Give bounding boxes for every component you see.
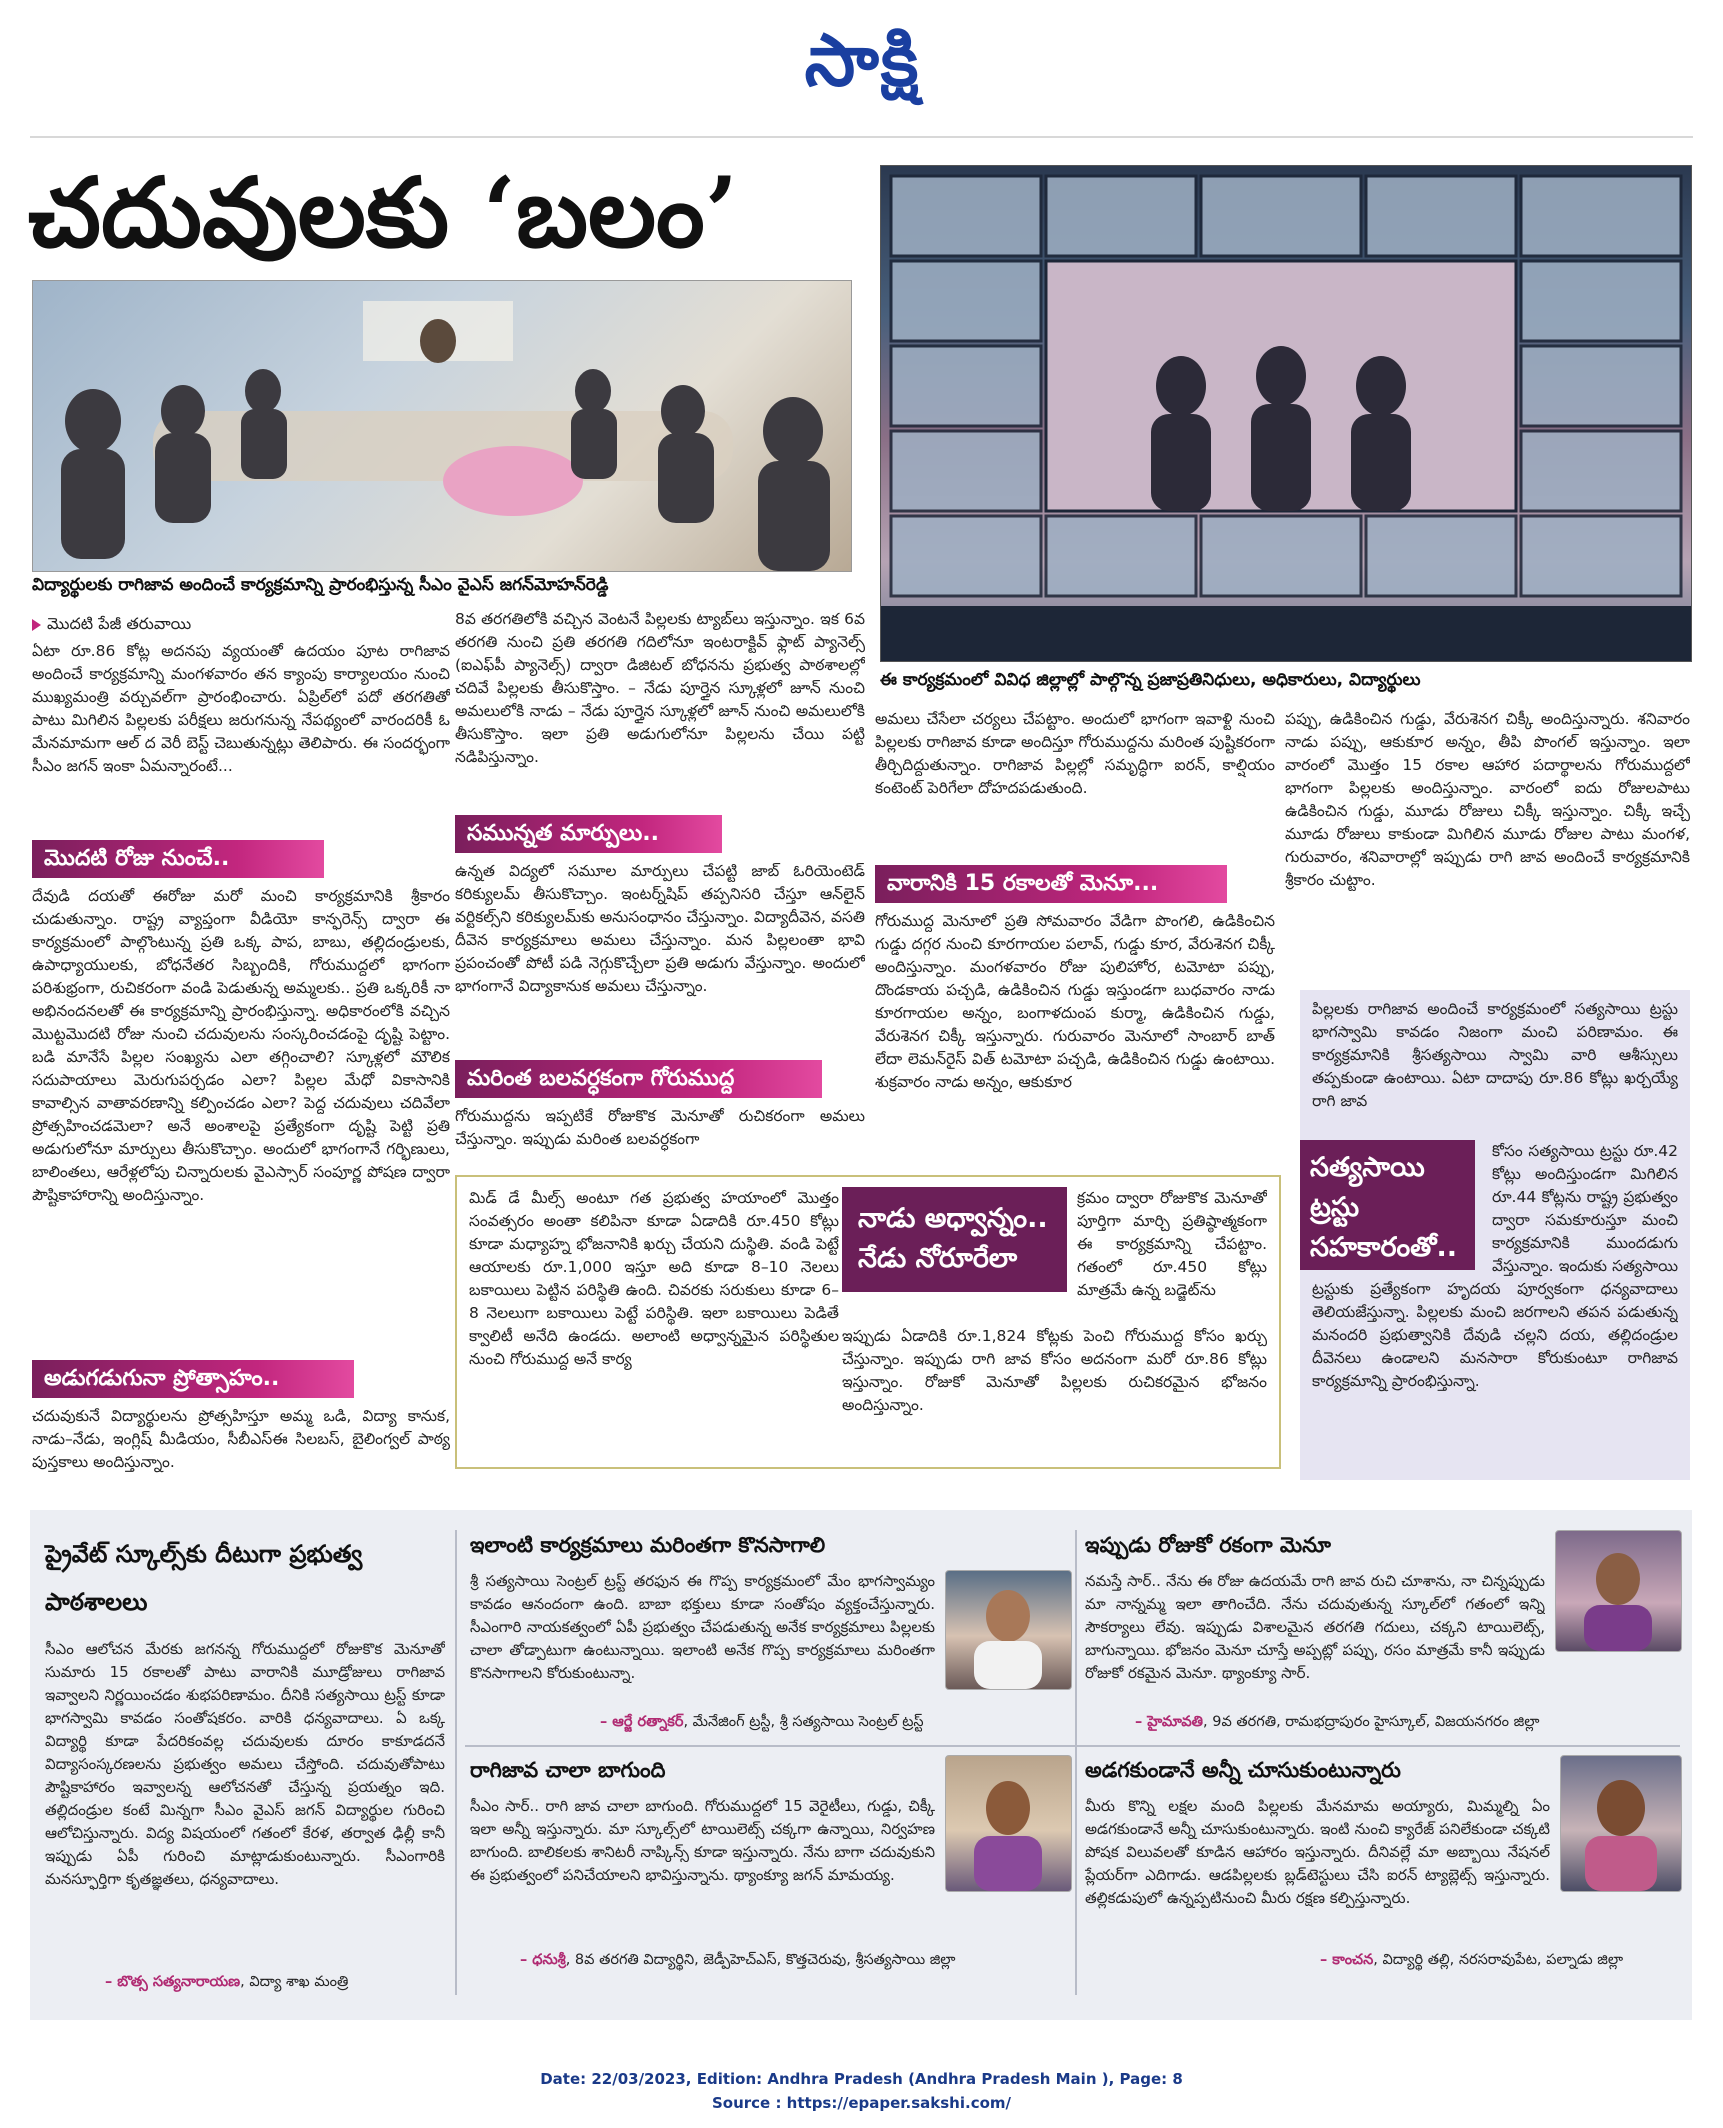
col3-para1: అమలు చేసేలా చర్యలు చేపట్టాం. అందులో భాగంగా ఇవాళ్టి నుంచి పిల్లలకు రాగిజావ కూడా అందిస్తూ గోరుముద్దను మరింత పుష్టికరంగా తీర్చిదిద్దుతున్నాం. రాగిజావ పిల్లల్లో సమృద్ధిగా ఐరన్, కాల్షియం కంటెంట్ పెరిగేలా దోహదపడుతుంది. <box>875 710 1275 797</box>
reaction-2-attribution <box>600 1712 1070 1734</box>
reaction-5-attribution <box>1320 1950 1685 1972</box>
reaction-3-role: , 9వ తరగతి, రామభద్రాపురం హైస్కూల్, విజయనగరం జిల్లా <box>1203 1714 1540 1730</box>
subhead-reforms: సమున్నత మార్పులు.. <box>455 815 722 853</box>
subhead-nutrition: మరింత బలవర్ధకంగా గోరుముద్ద <box>455 1060 822 1098</box>
reaction-1-text: సీఎం ఆలోచన మేరకు జగనన్న గోరుముద్దలో రోజుకొక మెనూతో సుమారు 15 రకాలతో పాటు వారానికి మూడ్రోజులు రాగిజావ ఇవ్వాలని నిర్ణయించడం శుభపరిణామం. దీనికి సత్యసాయి ట్రస్ట్ కూడా భాగస్వామి కావడం సంతోషకరం. వారికి ధన్యవాదాలు. ఏ ఒక్క విద్యార్థి కూడా పేదరికంవల్ల చదువులకు దూరం కాకూడదనే విద్యాసంస్కరణలను ప్రభుత్వం అమలు చేస్తోంది. చదువుతోపాటు పౌష్టికాహారం ఇవ్వాలన్న ఆలోచనతో చేస్తున్న ప్రయత్నం ఇది. తల్లిదండ్రుల కంటే మిన్నగా సీఎం వైఎస్ జగన్ విద్యార్థుల గురించి ఆలోచిస్తున్నారు. విద్య విషయంలో గతంలో కేరళ, తర్వాత ఢిల్లీ కానీ ఇప్పుడు ఏపీ గురించి మాట్లాడుకుంటున్నారు. సీఎంగారికి మనస్ఫూర్తిగా కృతజ్ఞతలు, ధన్యవాదాలు. <box>45 1640 445 1888</box>
subhead-encouragement: అడుగడుగునా ప్రోత్సాహం.. <box>32 1360 354 1398</box>
reaction-5-title: అడగకుండానే అన్నీ చూసుకుంటున్నారు <box>1085 1758 1401 1782</box>
reaction-5-name: – కాంచన <box>1320 1952 1374 1968</box>
then-now-callout: నాడు అధ్వాన్నం.. నేడు నోరూరేలా <box>842 1187 1067 1292</box>
then-now-box <box>455 1175 1281 1469</box>
col2-para1: 8వ తరగతిలోకి వచ్చిన వెంటనే పిల్లలకు ట్యాబ్‌లు ఇస్తున్నాం. ఇక 6వ తరగతి నుంచి ప్రతి తరగతి గదిలోనూ ఇంటరాక్టివ్ ఫ్లాట్ ప్యానెల్స్ (ఐఎఫ్‌పీ ప్యానెల్స్) ద్వారా డిజిటల్ బోధనను ప్రభుత్వ పాఠశాలల్లో చదివే పిల్లలకు తీసుకొస్తాం. – నేడు పూర్తైన స్కూళ్లలో జూన్ నుంచి అమలులోకి నాడు – నేడు పూర్తైన స్కూళ్లలో జూన్ నుంచి అమలులోకి తీసుకొస్తాం. ఇలా ప్రతి అడుగులోనూ పిల్లలను చేయి పట్టి నడిపిస్తున్నాం. <box>455 610 865 766</box>
reaction-4-name: – ధనుశ్రీ <box>520 1952 566 1968</box>
col1-para3: చదువుకునే విద్యార్థులను ప్రోత్సహిస్తూ అమ్మ ఒడి, విద్యా కానుక, నాడు–నేడు, ఇంగ్లిష్ మీడియం, సీబీఎస్‌ఈ సిలబస్, బైలింగ్వల్ పాఠ్య పుస్తకాలు అందిస్తున్నాం. <box>32 1407 450 1471</box>
trust-box-callout: సత్యసాయి ట్రస్టు సహకారంతో.. <box>1300 1140 1475 1270</box>
callout-spacer <box>1312 1140 1492 1272</box>
subhead-menu: వారానికి 15 రకాలతో మెనూ... <box>875 865 1227 903</box>
reaction-3-attribution <box>1135 1712 1685 1734</box>
video-conference-photo-icon <box>881 166 1691 661</box>
masthead <box>0 0 1723 110</box>
col4-para1: పప్పు, ఉడికించిన గుడ్డు, వేరుశెనగ చిక్కీ అందిస్తున్నారు. శనివారం నాడు పప్పు, ఆకుకూర అన్నం, తీపి పొంగల్ ఇస్తున్నాం. ఇలా వారంలో మొత్తం 15 రకాల ఆహార పదార్థాలను గోరుముద్దలో భాగంగా పిల్లలకు అందిస్తున్నాం. వారంలో ఐదు రోజులపాటు ఉడికించిన గుడ్డు, మూడు రోజులు చిక్కీ ఇస్తున్నాం. చిక్కీ ఇచ్చే మూడు రోజులు కాకుండా మిగిలిన మూడు రోజుల పాటు మంగళ, గురువారం, శనివారాల్లో ఇప్పుడు రాగి జావ అందించే కార్యక్రమానికి శ్రీకారం చుట్టాం. <box>1285 710 1690 889</box>
kicker-text: మొదటి పేజీ తరువాయి <box>47 614 192 633</box>
reaction-3-text: నమస్తే సార్.. నేను ఈ రోజు ఉదయమే రాగి జావ రుచి చూశాను, నా చిన్నప్పుడు మా నాన్నమ్మ ఇలా తాగించేది. నేను చదువుతున్న స్కూల్‌లో గతంలో ఇన్ని సౌకర్యాలు లేవు. ఇప్పుడు విశాలమైన తరగతి గదులు, చక్కని టాయిలెట్స్, బాగున్నాయి. భోజనం మెనూ చూస్తే అప్పట్లో పప్పు, రసం మాత్రమే కానీ ఇప్పుడు రోజుకో రకమైన మెనూ. థ్యాంక్యూ సార్. <box>1085 1572 1545 1682</box>
reaction-1-name: – బొత్స సత్యనారాయణ <box>105 1974 241 1990</box>
reaction-5-role: , విద్యార్థి తల్లి, నరసరావుపేట, పల్నాడు జిల్లా <box>1373 1952 1624 1968</box>
reaction-4-title: రాగిజావ చాలా బాగుంది <box>470 1758 666 1782</box>
reaction-4-photo <box>945 1755 1072 1892</box>
reaction-2-name: – ఆర్జే రత్నాకర్ <box>600 1714 684 1730</box>
portrait-icon <box>946 1571 1071 1689</box>
then-now-right-top: క్రమం ద్వారా రోజుకొక మెనూతో పూర్తిగా మార్చి ప్రతిష్ఠాత్మకంగా ఈ కార్యక్రమాన్ని చేపట్టాం. గతంలో రూ.450 కోట్లు మాత్రమే ఉన్న బడ్జెట్‌ను <box>1077 1189 1267 1299</box>
then-now-right-bottom: ఇప్పుడు ఏడాదికి రూ.1,824 కోట్లకు పెంచి గోరుముద్ద కోసం ఖర్చు చేస్తున్నాం. ఇప్పుడు రాగి జావ కోసం అదనంగా మరో రూ.86 కోట్లు ఇస్తున్నాం. రోజుకో మెనూతో పిల్లలకు రుచికరమైన భోజనం అందిస్తున్నాం. <box>842 1327 1267 1414</box>
portrait-icon <box>946 1756 1071 1891</box>
reaction-2-role: , మేనేజింగ్ ట్రస్టీ, శ్రీ సత్యసాయి సెంట్రల్ ట్రస్ట్ <box>683 1714 924 1730</box>
reaction-2-text: శ్రీ సత్యసాయి సెంట్రల్ ట్రస్ట్ తరఫున ఈ గొప్ప కార్యక్రమంలో మేం భాగస్వామ్యం కావడం ఆనందంగా ఉంది. బాబా భక్తులు కూడా సంతోషం వ్యక్తంచేస్తున్నారు. సీఎంగారి నాయకత్వంలో ఏపీ ప్రభుత్వం చేపడుతున్న అనేక కార్యక్రమాలు పిల్లలకు చాలా తోడ్పాటుగా ఉంటున్నాయి. ఇలాంటి అనేక గొప్ప కార్యక్రమాలు మరింతగా కొనసాగాలని కోరుకుంటున్నా. <box>470 1572 935 1682</box>
subhead-first-day: మొదటి రోజు నుంచే.. <box>32 840 324 878</box>
reaction-5-photo <box>1560 1755 1682 1892</box>
continued-kicker <box>32 612 450 636</box>
col2-para2: ఉన్నత విద్యలో సమూల మార్పులు చేపట్టి జాబ్ ఓరియెంటెడ్ కరిక్యులమ్ తీసుకొచ్చాం. ఇంటర్న్‌షిప్ తప్పనిసరి చేస్తూ ఆన్‌లైన్ వర్టికల్స్‌ని కరిక్యులమ్‌కు అనుసంధానం చేస్తున్నాం. విద్యాదీవెన, వసతి దీవెన కార్యక్రమాలు అమలు చేస్తున్నాం. మన పిల్లలంతా భావి ప్రపంచంతో పోటీ పడి నెగ్గుకొచ్చేలా ప్రతి అడుగు వేస్తున్నాం. అందులో భాగంగానే విద్యాకానుక అమలు చేస్తున్నాం. <box>455 862 865 995</box>
portrait-icon <box>1556 1531 1681 1651</box>
col2-para3: గోరుముద్దను ఇప్పటికే రోజుకొక మెనూతో రుచికరంగా అమలు చేస్తున్నాం. ఇప్పుడు మరింత బలవర్ధకంగా <box>455 1107 865 1148</box>
reaction-1-attribution <box>105 1972 450 1994</box>
trust-box-para2-text: కోసం సత్యసాయి ట్రస్టు రూ.42 కోట్లు అందిస్తుండగా మిగిలిన రూ.44 కోట్లను రాష్ట్ర ప్రభుత్వం ద్వారా సమకూరుస్తూ మంచి కార్యక్రమానికి ముందడుగు వేస్తున్నాం. ఇందుకు సత్యసాయి ట్రస్టుకు ప్రత్యేకంగా హృదయ పూర్వకంగా ధన్యవాదాలు తెలియజేస్తున్నా. పిల్లలకు మంచి జరగాలని తపన పడుతున్న మనందరి ప్రభుత్వానికి దేవుడి చల్లని దయ, తల్లిదండ్రుల దీవెనలు ఉండాలని మనసారా కోరుకుంటూ రాగిజావ కార్యక్రమాన్ని ప్రారంభిస్తున్నా. <box>1312 1142 1678 1390</box>
reaction-5-text: మీరు కొన్ని లక్షల మంది పిల్లలకు మేనమామ అయ్యారు, మిమ్మల్ని ఏం అడగకుండానే అన్నీ చూసుకుంటున్నారు. ఇంటి నుంచి క్యారేజ్ పనిలేకుండా చక్కటి పోషక విలువలతో కూడిన ఆహారం ఇస్తున్నారు. దీనివల్లే మా అబ్బాయి నేషనల్ ప్లేయర్‌గా ఎదిగాడు. ఆడపిల్లలకు బ్లడ్‌టెస్టులు చేసి ఐరన్ ట్యాబ్లెట్స్ ఇస్తున్నారు. తల్లికడుపులో ఉన్నప్పటినుంచి మీరు రక్షణ కల్పిస్తున్నారు. <box>1085 1797 1550 1907</box>
col3-para2: గోరుముద్ద మెనూలో ప్రతి సోమవారం వేడిగా పొంగలి, ఉడికించిన గుడ్డు దగ్గర నుంచి కూరగాయల పలావ్, గుడ్డు కూర, వేరుశెనగ చిక్కీ అందిస్తున్నాం. మంగళవారం రోజు పులిహోర, టమోటా పప్పు, దొండకాయ పచ్చడి, ఉడికించిన గుడ్డు ఇస్తుండగా బుధవారం నాడు కూరగాయల అన్నం, బంగాళదుంప కుర్మా, ఉడికించిన గుడ్డు, వేరుశెనగ చిక్కీ ఇస్తున్నారు. గురువారం మెనూలో సాంబార్ బాత్ లేదా లెమన్‌రైస్ విత్ టమోటా పచ్చడి, ఉడికించిన గుడ్డు ఉంటాయి. శుక్రవారం నాడు అన్నం, ఆకుకూర <box>875 912 1275 1091</box>
masthead-rule <box>30 136 1693 138</box>
left-photo <box>32 280 852 572</box>
trust-box-para1: పిల్లలకు రాగిజావ అందించే కార్యక్రమంలో సత్యసాయి ట్రస్టు భాగస్వామి కావడం నిజంగా మంచి పరిణామం. ఈ కార్యక్రమానికి శ్రీసత్యసాయి స్వామి వారి ఆశీస్సులు తప్పకుండా ఉంటాయి. ఏటా దాదాపు రూ.86 కోట్లు ఖర్చయ్యే రాగి జావ <box>1312 1000 1678 1110</box>
meeting-photo-icon <box>33 281 851 571</box>
then-now-left: మిడ్ డే మీల్స్ అంటూ గత ప్రభుత్వ హయాంలో మొత్తం సంవత్సరం అంతా కలిపినా కూడా ఏడాదికి రూ.450 కోట్లు కూడా మధ్యాహ్న భోజనానికి ఖర్చు చేయని దుస్థితి. వండి పెట్టే ఆయాలకు రూ.1,000 ఇస్తూ అది కూడా 8–10 నెలలు బకాయిలు పెట్టిన పరిస్థితి ఉంది. చివరకు సరుకులు కూడా 6–8 నెలలుగా బకాయిలు పెట్టే పరిస్థితి. ఇలా బకాయిలు పెడితే క్వాలిటీ అనేది ఉండదు. అలాంటి అధ్వాన్నమైన పరిస్థితుల నుంచి గోరుముద్ద అనే కార్య <box>469 1189 839 1368</box>
arrow-icon <box>32 619 41 631</box>
reaction-3-title: ఇప్పుడు రోజుకో రకంగా మెనూ <box>1085 1533 1331 1557</box>
divider-1 <box>455 1530 457 1995</box>
reaction-4-role: , 8వ తరగతి విద్యార్థిని, జెడ్పీహెచ్‌ఎస్, కొత్తచెరువు, శ్రీసత్యసాయి జిల్లా <box>565 1952 956 1968</box>
reaction-3-name: – హైమావతి <box>1135 1714 1204 1730</box>
reaction-3-photo <box>1555 1530 1682 1652</box>
footer-date-line: Date: 22/03/2023, Edition: Andhra Pradesh (Andhra Pradesh Main ), Page: 8 <box>540 2070 1183 2088</box>
reaction-2-photo <box>945 1570 1072 1690</box>
left-photo-caption: విద్యార్థులకు రాగిజావ అందించే కార్యక్రమాన్ని ప్రారంభిస్తున్న సీఎం వైఎస్ జగన్‌మోహన్‌రెడ్డి <box>32 575 609 595</box>
reaction-4-text: సీఎం సార్.. రాగి జావ చాలా బాగుంది. గోరుముద్దలో 15 వెరైటీలు, గుడ్డు, చిక్కీ ఇలా అన్నీ ఇస్తున్నారు. మా స్కూల్స్‌లో టాయిలెట్స్ చక్కగా ఉన్నాయి, నిర్వహణ బాగుంది. బాలికలకు శానిటరీ నాప్కిన్స్ కూడా ఇస్తున్నారు. నేను బాగా చదువుకుని ఈ ప్రభుత్వంలో పనిచేయాలని భావిస్తున్నాను. థ్యాంక్యూ జగన్ మామయ్య. <box>470 1797 935 1884</box>
newspaper-logo: సాక్షి <box>804 18 921 102</box>
trust-box-para2 <box>1312 1140 1678 1470</box>
col1-para1: ఏటా రూ.86 కోట్ల అదనపు వ్యయంతో ఉదయం పూట రాగిజావ అందించే కార్యక్రమాన్ని మంగళవారం తన క్యాంపు కార్యాలయం నుంచి ముఖ్యమంత్రి వర్చువల్‌గా ప్రారంభించారు. ఏప్రిల్‌లో పదో తరగతితో పాటు మిగిలిన పిల్లలకు పరీక్షలు జరుగనున్న నేపథ్యంలో వారందరికీ ఓ మేనమామగా ఆల్ ద వెరీ బెస్ట్ చెబుతున్నట్లు తెలిపారు. ఈ సందర్భంగా సీఎం జగన్ ఇంకా ఏమన్నారంటే... <box>32 642 450 775</box>
right-photo-caption: ఈ కార్యక్రమంలో వివిధ జిల్లాల్లో పాల్గొన్న ప్రజాప్రతినిధులు, అధికారులు, విద్యార్థులు <box>880 670 1421 690</box>
reaction-4-attribution <box>520 1950 1075 1972</box>
reaction-1-title: ప్రైవేట్ స్కూల్స్‌కు దీటుగా ప్రభుత్వ పాఠశాలలు <box>45 1540 363 1616</box>
trust-box <box>1300 990 1690 1480</box>
reaction-1-role: , విద్యా శాఖ మంత్రి <box>240 1974 349 1990</box>
divider-2 <box>1075 1530 1077 1995</box>
portrait-icon <box>1561 1756 1681 1891</box>
divider-3 <box>465 1745 1680 1747</box>
headline: చదువులకు ‘బలం’ <box>28 156 739 269</box>
reaction-2-title: ఇలాంటి కార్యక్రమాలు మరింతగా కొనసాగాలి <box>470 1533 826 1557</box>
right-photo <box>880 165 1692 662</box>
col1-para2: దేవుడి దయతో ఈరోజు మరో మంచి కార్యక్రమానికి శ్రీకారం చుడుతున్నాం. రాష్ట్ర వ్యాప్తంగా వీడియో కాన్ఫరెన్స్ ద్వారా ఈ కార్యక్రమంలో పాల్గొంటున్న ప్రతి ఒక్క పాప, బాబు, తల్లిదండ్రులకు, ఉపాధ్యాయులకు, బోధనేతర సిబ్బందికి, గోరుముద్దలో భాగంగా పరిశుభ్రంగా, రుచికరంగా వండి పెడుతున్న అమ్మలకు.. ప్రతి ఒక్కరికీ నా అభినందనలతో ఈ కార్యక్రమాన్ని ప్రారంభిస్తున్నా. అధికారంలోకి వచ్చిన మొట్టమొదటి రోజు నుంచి చదువులను సంస్కరించడంపై దృష్టి పెట్టాం. బడి మానేసే పిల్లల సంఖ్యను ఎలా తగ్గించాలి? స్కూళ్లలో మౌలిక సదుపాయాలు మెరుగుపర్చడం ఎలా? పిల్లల మేధో వికాసానికి కావాల్సిన వాతావరణాన్ని కల్పించడం ఎలా? పెద్ద చదువులు చదివేలా ప్రోత్సహించడమెలా? అనే అంశాలపై ప్రత్యేకంగా దృష్టి పెట్టి ప్రతి అడుగులోనూ మార్పులు తీసుకొచ్చాం. అందులో భాగంగానే గర్భిణులు, బాలింతలు, ఆరేళ్లలోపు చిన్నారులకు వైఎస్సార్ సంపూర్ణ పోషణ ద్వారా పౌష్టికాహారాన్ని అందిస్తున్నాం. <box>32 887 450 1204</box>
footer-source-line: Source : https://epaper.sakshi.com/ <box>711 2094 1011 2112</box>
